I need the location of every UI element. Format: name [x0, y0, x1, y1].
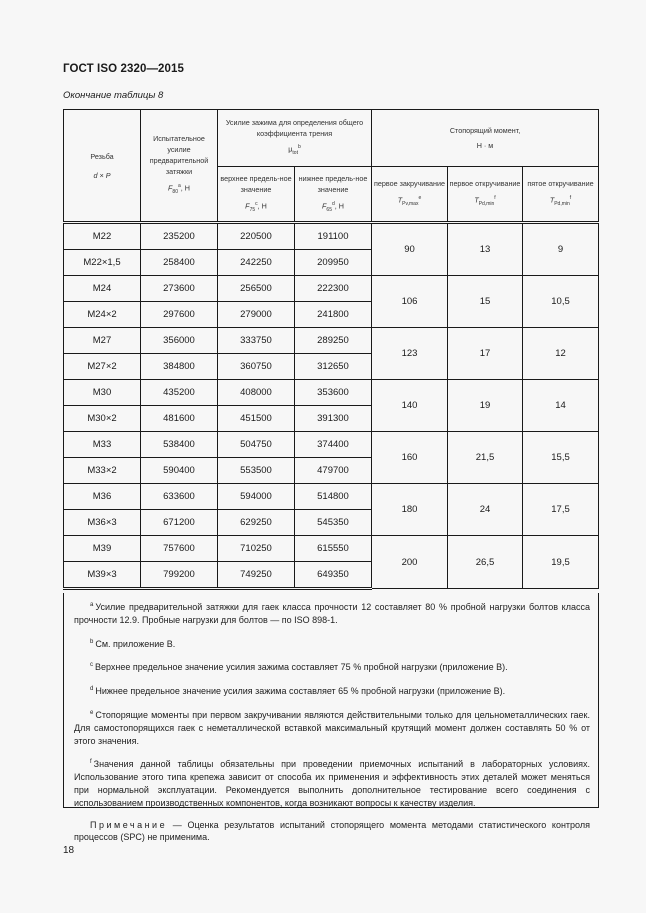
subscript: tot	[292, 149, 298, 156]
footnotes-box	[63, 593, 599, 843]
cell-clamp-lower: 191100	[295, 223, 372, 250]
cell-thread: M30×2	[64, 406, 141, 432]
cell-preload: 757600	[141, 536, 218, 562]
cell-clamp-upper: 749250	[218, 562, 295, 589]
cell-preload: 799200	[141, 562, 218, 589]
cell-thread: M39×3	[64, 562, 141, 589]
cell-torque-first-on: 160	[372, 432, 448, 484]
cell-clamp-lower: 312650	[295, 354, 372, 380]
footnote	[64, 636, 598, 651]
cell-torque-first-off: 19	[448, 380, 523, 432]
unit: , Н	[334, 200, 344, 210]
cell-preload: 258400	[141, 250, 218, 276]
label: верхнее предель-ное значение	[220, 173, 292, 194]
cell-clamp-upper: 279000	[218, 302, 295, 328]
table-row	[64, 276, 599, 302]
table-note	[64, 819, 598, 845]
table-row	[64, 223, 599, 250]
symbol: T	[549, 195, 555, 205]
table-body	[64, 223, 599, 589]
cell-clamp-lower: 479700	[295, 458, 372, 484]
cell-torque-first-off: 17	[448, 328, 523, 380]
document-title: ГОСТ ISO 2320—2015	[63, 63, 185, 75]
cell-preload: 590400	[141, 458, 218, 484]
footnote	[64, 683, 598, 698]
cell-preload: 435200	[141, 380, 218, 406]
cell-torque-first-off: 26,5	[448, 536, 523, 589]
header-torque-label: Стопорящий момент,	[449, 126, 521, 135]
unit: , Н	[257, 200, 267, 210]
footnote	[64, 756, 598, 809]
subscript: 80	[172, 188, 178, 195]
cell-preload: 273600	[141, 276, 218, 302]
footnote-mark: c	[90, 662, 93, 669]
footnote-mark: e	[90, 709, 94, 716]
subscript: 65	[326, 206, 332, 213]
header-clamp-group	[218, 110, 372, 167]
header-torque-first-on	[372, 167, 448, 223]
cell-thread: M33×2	[64, 458, 141, 484]
table-row	[64, 484, 599, 510]
cell-preload: 297600	[141, 302, 218, 328]
cell-clamp-lower: 353600	[295, 380, 372, 406]
cell-thread: M30	[64, 380, 141, 406]
cell-clamp-lower: 545350	[295, 510, 372, 536]
cell-torque-fifth-off: 14	[523, 380, 599, 432]
table-row	[64, 380, 599, 406]
header-torque-group	[372, 110, 599, 167]
cell-torque-first-off: 21,5	[448, 432, 523, 484]
cell-preload: 235200	[141, 223, 218, 250]
footnote	[64, 599, 598, 627]
cell-preload: 671200	[141, 510, 218, 536]
header-torque-first-off	[448, 167, 523, 223]
footnote-text: Значения данной таблицы обязательны при проведении приемочных испытаний в лабораторных условиях. Использование этого типа крепежа зависит от способа их применения и эффективность этих деталей может меняться при нормальной эксплуатации. Рекомендуется выполнить дополнительное тестирование всего соединения с использованием производственных компонентов, когда возникают вопросы к качеству изделия.	[74, 759, 590, 808]
cell-torque-first-on: 200	[372, 536, 448, 589]
table-row	[64, 328, 599, 354]
label: первое откручивание	[449, 179, 521, 189]
symbol: T	[474, 195, 479, 205]
cell-torque-fifth-off: 17,5	[523, 484, 599, 536]
unit: , Н	[180, 183, 190, 193]
footnote-ref: f	[494, 195, 496, 202]
cell-clamp-lower: 649350	[295, 562, 372, 589]
cell-torque-first-on: 90	[372, 223, 448, 276]
footnote-text: Верхнее предельное значение усилия зажима составляет 75 % пробной нагрузки (приложение В).	[95, 662, 508, 673]
cell-clamp-upper: 629250	[218, 510, 295, 536]
header-thread	[64, 110, 141, 223]
cell-clamp-lower: 374400	[295, 432, 372, 458]
page-number: 18	[63, 845, 75, 856]
subscript: Pv,max	[402, 200, 419, 207]
cell-torque-first-off: 24	[448, 484, 523, 536]
cell-thread: M24×2	[64, 302, 141, 328]
subscript: 75	[249, 206, 256, 213]
subscript: Pd,min	[554, 200, 570, 207]
cell-clamp-upper: 242250	[218, 250, 295, 276]
footnote-mark: b	[90, 638, 94, 645]
cell-thread: M39	[64, 536, 141, 562]
footnote-list	[64, 599, 598, 810]
cell-torque-fifth-off: 15,5	[523, 432, 599, 484]
cell-clamp-upper: 504750	[218, 432, 295, 458]
footnote-mark: d	[90, 686, 94, 693]
note-label: Примечание	[90, 819, 168, 830]
symbol: F	[245, 200, 250, 210]
cell-clamp-upper: 553500	[218, 458, 295, 484]
cell-thread: M22×1,5	[64, 250, 141, 276]
note-dash: —	[167, 819, 188, 830]
cell-clamp-lower: 241800	[295, 302, 372, 328]
symbol: T	[397, 195, 403, 205]
footnote-ref: a	[177, 183, 181, 190]
footnote-text: Нижнее предельное значение усилия зажима составляет 65 % пробной нагрузки (приложение В).	[95, 686, 506, 697]
cell-torque-fifth-off: 12	[523, 328, 599, 380]
cell-thread: M36	[64, 484, 141, 510]
cell-preload: 538400	[141, 432, 218, 458]
cell-torque-fifth-off: 19,5	[523, 536, 599, 589]
footnote-text: Усилие предварительной затяжки для гаек класса прочности 12 составляет 80 % пробной нагрузки болтов класса прочности 12.9. Пробные нагрузки для болтов — по ISO 898-1.	[74, 602, 590, 625]
header-torque-fifth-off	[523, 167, 599, 223]
data-table	[63, 109, 599, 590]
header-torque-unit: Н · м	[476, 141, 494, 150]
cell-thread: M36×3	[64, 510, 141, 536]
footnote-mark: f	[90, 759, 92, 766]
footnote	[64, 707, 598, 747]
cell-clamp-lower: 514800	[295, 484, 372, 510]
subscript: Pd,min	[478, 200, 495, 207]
cell-clamp-upper: 360750	[218, 354, 295, 380]
cell-thread: M22	[64, 223, 141, 250]
note-text: Оценка результатов испытаний стопорящего момента методами статистического контроля процессов (SPC) не применима.	[74, 819, 590, 843]
cell-torque-first-on: 180	[372, 484, 448, 536]
header-thread-symbol: d × P	[93, 170, 111, 180]
cell-torque-fifth-off: 10,5	[523, 276, 599, 328]
symbol: F	[322, 200, 327, 210]
header-preload	[141, 110, 218, 223]
cell-clamp-lower: 222300	[295, 276, 372, 302]
cell-clamp-lower: 209950	[295, 250, 372, 276]
label: первое закручивание	[373, 179, 446, 189]
cell-clamp-upper: 256500	[218, 276, 295, 302]
footnote-ref: f	[569, 195, 572, 202]
cell-thread: M33	[64, 432, 141, 458]
footnote-ref: c	[255, 200, 258, 207]
footnote	[64, 659, 598, 674]
cell-clamp-upper: 451500	[218, 406, 295, 432]
cell-preload: 356000	[141, 328, 218, 354]
cell-torque-first-off: 13	[448, 223, 523, 276]
header-clamp-lower	[295, 167, 372, 223]
header-clamp-label: Усилие зажима для определения общего коэффициента трения	[225, 118, 364, 139]
cell-preload: 384800	[141, 354, 218, 380]
cell-clamp-lower: 391300	[295, 406, 372, 432]
table-row	[64, 536, 599, 562]
symbol: F	[168, 183, 173, 193]
cell-thread: M24	[64, 276, 141, 302]
header-clamp-upper	[218, 167, 295, 223]
cell-torque-first-on: 123	[372, 328, 448, 380]
table-caption: Окончание таблицы 8	[63, 90, 164, 101]
cell-clamp-upper: 710250	[218, 536, 295, 562]
header-thread-label: Резьба	[90, 151, 114, 161]
cell-torque-first-on: 140	[372, 380, 448, 432]
cell-torque-fifth-off: 9	[523, 223, 599, 276]
label: нижнее предель-ное значение	[298, 173, 368, 194]
cell-preload: 481600	[141, 406, 218, 432]
cell-torque-first-on: 106	[372, 276, 448, 328]
cell-torque-first-off: 15	[448, 276, 523, 328]
cell-clamp-lower: 615550	[295, 536, 372, 562]
footnote-mark: a	[90, 602, 94, 608]
cell-clamp-upper: 408000	[218, 380, 295, 406]
footnote-text: Стопорящие моменты при первом закручивании являются действительными только для цельнометаллических гаек. Для самостопорящихся гаек с неметаллической вставкой максимальный крутящий момент должен составлять 50 % от этого значения.	[74, 709, 590, 746]
footnote-ref: e	[418, 195, 422, 202]
header-preload-label: Испытательное усилие предварительной затяжки	[149, 134, 209, 177]
cell-clamp-upper: 594000	[218, 484, 295, 510]
cell-clamp-lower: 289250	[295, 328, 372, 354]
cell-preload: 633600	[141, 484, 218, 510]
label: пятое откручивание	[527, 179, 594, 189]
cell-clamp-upper: 220500	[218, 223, 295, 250]
symbol: μ	[288, 144, 293, 154]
footnote-ref: b	[297, 144, 301, 151]
table-row	[64, 432, 599, 458]
footnote-ref: d	[331, 200, 335, 207]
cell-thread: M27	[64, 328, 141, 354]
cell-thread: M27×2	[64, 354, 141, 380]
cell-clamp-upper: 333750	[218, 328, 295, 354]
footnote-text: См. приложение В.	[95, 638, 176, 649]
